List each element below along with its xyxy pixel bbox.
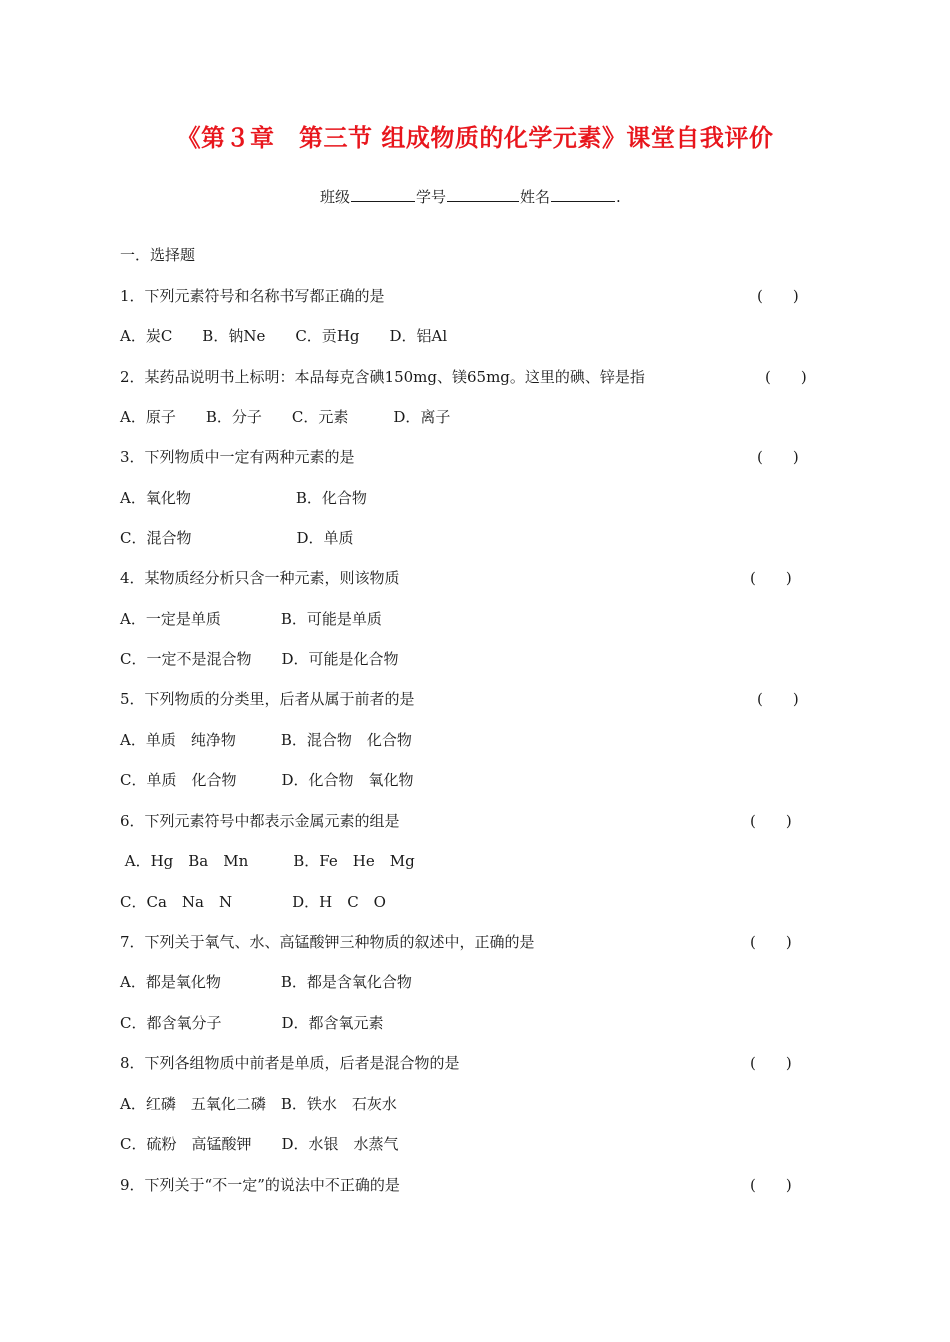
question-7-options-cd: C．都含氧分子 D．都含氧元素 — [120, 1014, 384, 1032]
question-6-options-ab: A．Hg Ba Mn B．Fe He Mg — [120, 852, 415, 870]
name-blank[interactable] — [551, 186, 615, 202]
question-7-answer-paren[interactable]: ( ) — [750, 933, 792, 951]
question-6-stem: 6．下列元素符号中都表示金属元素的组是 — [120, 812, 400, 830]
question-2-stem: 2．某药品说明书上标明：本品每克含碘150mg、镁65mg。这里的碘、锌是指 — [120, 368, 645, 386]
question-1-stem: 1．下列元素符号和名称书写都正确的是 — [120, 287, 385, 305]
student-info-line — [320, 186, 621, 207]
end-mark: . — [616, 188, 621, 206]
question-5-answer-paren[interactable]: ( ) — [757, 690, 799, 708]
question-1-answer-paren[interactable]: ( ) — [757, 287, 799, 305]
page-title: 《第３章 第三节 组成物质的化学元素》课堂自我评价 — [176, 124, 774, 152]
question-8-stem: 8．下列各组物质中前者是单质，后者是混合物的是 — [120, 1054, 460, 1072]
question-4-stem: 4．某物质经分析只含一种元素，则该物质 — [120, 569, 400, 587]
question-2-answer-paren[interactable]: ( ) — [765, 368, 807, 386]
question-3-options-cd: C．混合物 D．单质 — [120, 529, 354, 547]
student-number-label: 学号 — [416, 188, 447, 206]
class-blank[interactable] — [351, 186, 415, 202]
question-5-stem: 5．下列物质的分类里，后者从属于前者的是 — [120, 690, 415, 708]
question-8-options-ab: A．红磷 五氧化二磷 B．铁水 石灰水 — [120, 1095, 397, 1113]
question-9-stem: 9．下列关于“不一定”的说法中不正确的是 — [120, 1176, 400, 1194]
question-7-stem: 7．下列关于氧气、水、高锰酸钾三种物质的叙述中，正确的是 — [120, 933, 535, 951]
question-5-options-ab: A．单质 纯净物 B．混合物 化合物 — [120, 731, 412, 749]
question-3-options-ab: A．氧化物 B．化合物 — [120, 489, 367, 507]
question-4-options-cd: C．一定不是混合物 D．可能是化合物 — [120, 650, 399, 668]
class-label: 班级 — [320, 188, 351, 206]
question-3-stem: 3．下列物质中一定有两种元素的是 — [120, 448, 355, 466]
question-6-options-cd: C．Ca Na N D．H C O — [120, 893, 386, 911]
question-4-answer-paren[interactable]: ( ) — [750, 569, 792, 587]
section-header: 一．选择题 — [120, 246, 196, 264]
question-8-options-cd: C．硫粉 高锰酸钾 D．水银 水蒸气 — [120, 1135, 399, 1153]
student-number-blank[interactable] — [447, 186, 519, 202]
question-7-options-ab: A．都是氧化物 B．都是含氧化合物 — [120, 973, 412, 991]
question-5-options-cd: C．单质 化合物 D．化合物 氧化物 — [120, 771, 414, 789]
question-4-options-ab: A．一定是单质 B．可能是单质 — [120, 610, 382, 628]
question-6-answer-paren[interactable]: ( ) — [750, 812, 792, 830]
question-9-answer-paren[interactable]: ( ) — [750, 1176, 792, 1194]
question-3-answer-paren[interactable]: ( ) — [757, 448, 799, 466]
name-label: 姓名 — [520, 188, 551, 206]
question-1-options: A．炭C B．钠Ne C．贡Hg D．铝Al — [120, 327, 448, 345]
question-2-options: A．原子 B．分子 C．元素 D．离子 — [120, 408, 451, 426]
question-8-answer-paren[interactable]: ( ) — [750, 1054, 792, 1072]
